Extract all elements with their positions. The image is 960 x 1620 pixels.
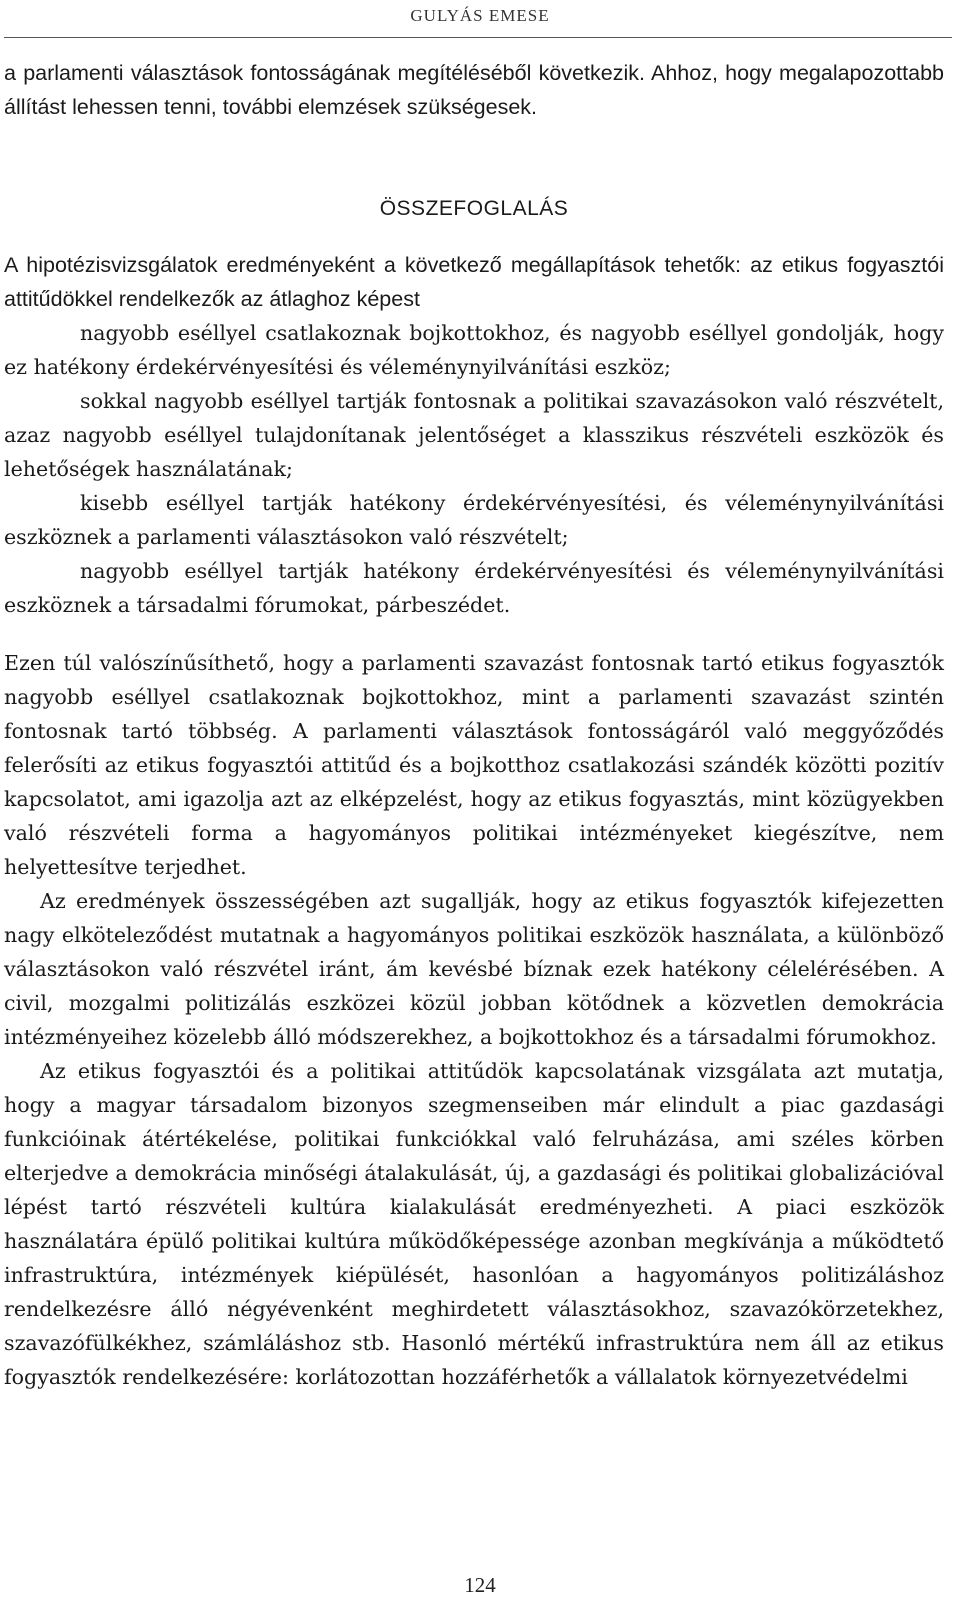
page-number: 124 [464,1573,496,1597]
summary-item: nagyobb eséllyel tartják hatékony érdekérvényesítési és véleménynyilvánítási eszköznek a társadalmi fórumokat, párbeszédet. [4,559,944,617]
running-head: GULYÁS EMESE [410,6,550,25]
body-paragraph: Az etikus fogyasztói és a politikai attitűdök kapcsolatának vizsgálata azt mutatja, hogy a magyar társadalom bizonyos szegmenseiben már elindult a piac gazdasági funkcióinak átértékelése, politikai funkciókkal való felruházása, ami széles körben elterjedve a demokrácia minőségi átalakulását, új, a gazdasági és politikai globalizációval lépést tartó részvételi kultúra kialakulását eredményezheti. A piaci eszközök használatára épülő politikai kultúra működőképessége azonban megkívánja a működtető infrastruktúra, intézmények kiépülését, hasonlóan a hagyományos politizáláshoz rendelkezésre álló négyévenként meghirdetett választásokhoz, szavazókörzetekhez, szavazófülkékhez, számláláshoz stb. Hasonló mértékű infrastruktúra nem áll az etikus fogyasztók rendelkezésére: korlátozottan hozzáférhetők a vállalatok környezetvédelmi [4,1059,944,1389]
summary-item: nagyobb eséllyel csatlakoznak bojkottokhoz, és nagyobb eséllyel gondolják, hogy ez hatékony érdekérvényesítési és véleménynyilvánítási eszköz; [4,321,944,379]
header-rule [4,37,952,38]
body-paragraph: Ezen túl valószínűsíthető, hogy a parlamenti szavazást fontosnak tartó etikus fogyasztók nagyobb eséllyel csatlakoznak bojkottokhoz, mint a parlamenti szavazást szintén fontosnak tartó többség. A parlamenti választások fontosságáról való meggyőződés felerősíti az etikus fogyasztói attitűd és a bojkotthoz csatlakozási szándék közötti pozitív kapcsolatot, ami igazolja azt az elképzelést, hogy az etikus fogyasztás, mint közügyekben való részvételi forma a hagyományos politikai intézményeket kiegészítve, nem helyettesítve terjedhet. [4,651,944,879]
intro-paragraph: a parlamenti választások fontosságának megítéléséből következik. Ahhoz, hogy megalapozottabb állítást lehessen tenni, további elemzések szükségesek. [4,61,944,119]
summary-item: sokkal nagyobb eséllyel tartják fontosnak a politikai szavazásokon való részvételt, azaz nagyobb eséllyel tulajdonítanak jelentőséget a klasszikus részvételi eszközök és lehetőségek használatának; [4,389,944,481]
summary-item: kisebb eséllyel tartják hatékony érdekérvényesítési, és véleménynyilvánítási eszköznek a parlamenti választásokon való részvételt; [4,491,944,549]
section-title: ÖSSZEFOGLALÁS [379,197,569,220]
body-paragraph: Az eredmények összességében azt sugallják, hogy az etikus fogyasztók kifejezetten nagy elköteleződést mutatnak a hagyományos politikai eszközök használata, a különböző választásokon való részvétel iránt, ám kevésbé bíznak ezek hatékony célelérésében. A civil, mozgalmi politizálás eszközei közül jobban kötődnek a közvetlen demokrácia intézményeihez közelebb álló módszerekhez, a bojkottokhoz és a társadalmi fórumokhoz. [4,889,944,1049]
summary-lead: A hipotézisvizsgálatok eredményeként a következő megállapítások tehetők: az etikus fogyasztói attitűdökkel rendelkezők az átlaghoz képest [4,253,944,311]
page-body [4,56,944,1394]
